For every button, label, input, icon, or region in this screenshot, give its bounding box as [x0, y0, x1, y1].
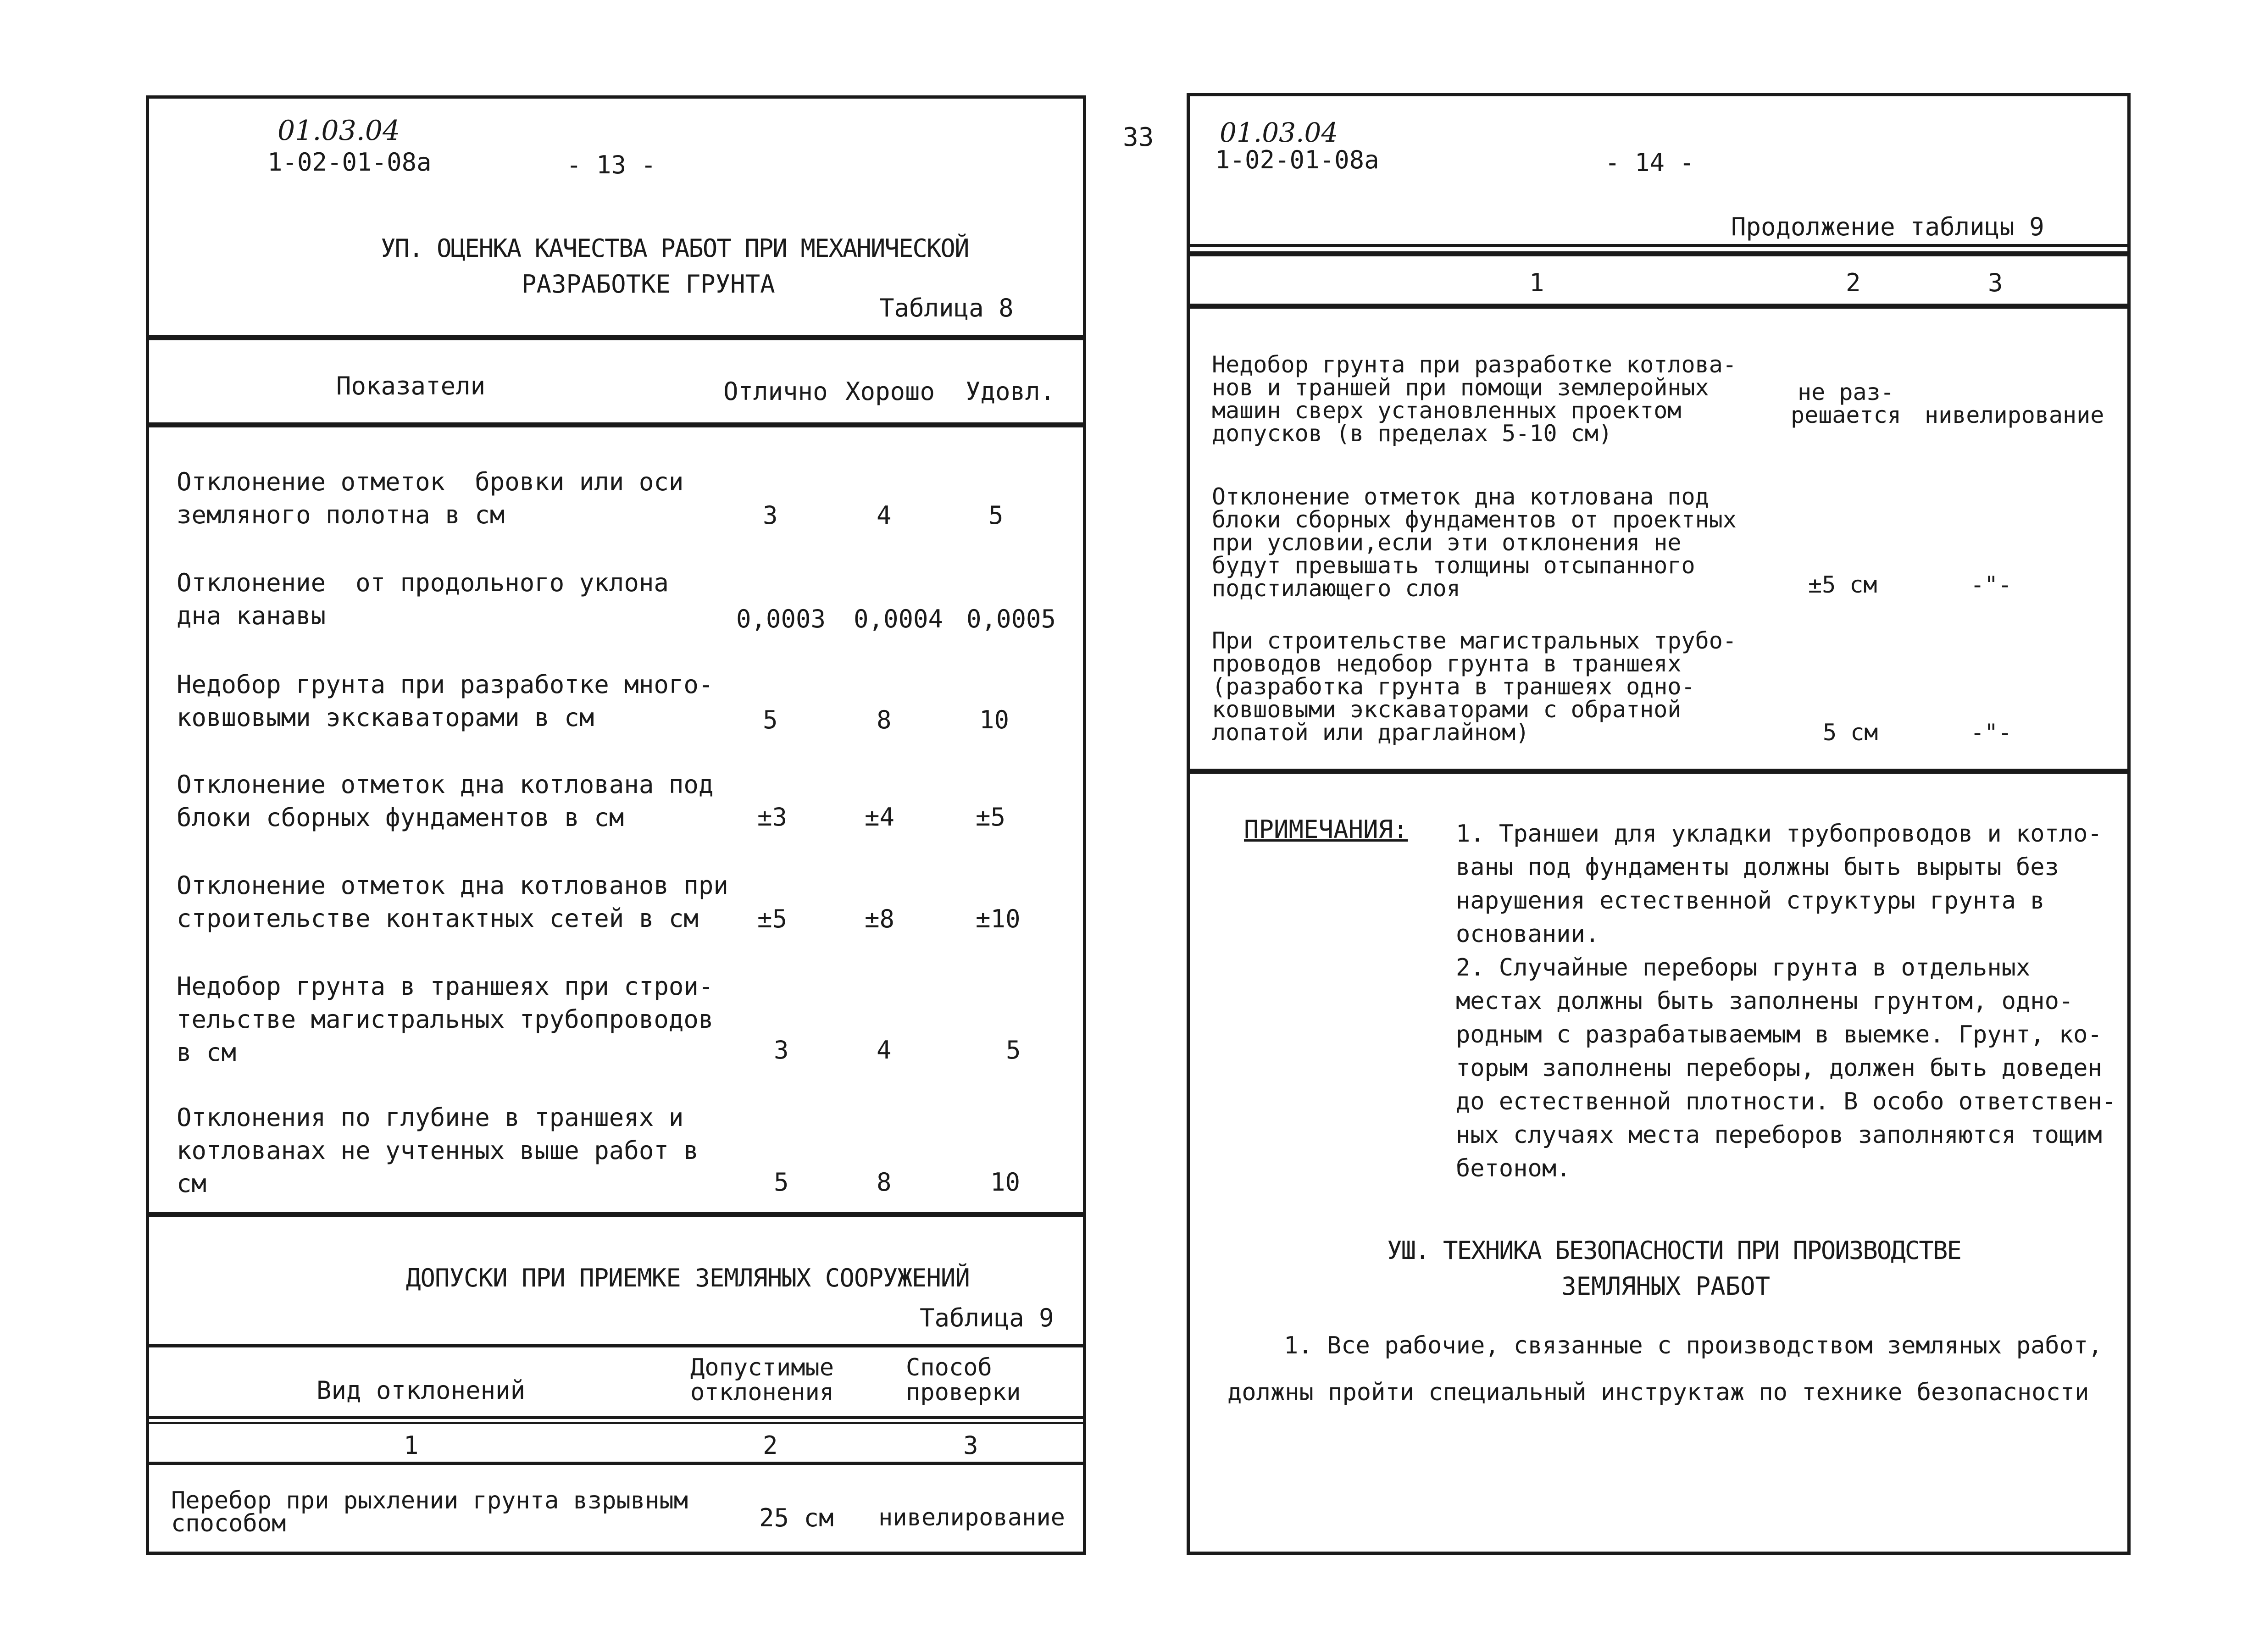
- row-value: ±5: [757, 904, 788, 933]
- row-value: нивелирование: [878, 1504, 1065, 1531]
- table8-header-excellent: Отлично: [723, 377, 828, 406]
- table8-top-rule: [149, 335, 1083, 340]
- header-rule: [1190, 244, 2127, 247]
- table8-bottom-rule: [149, 1212, 1083, 1217]
- col-number: 1: [1529, 268, 1544, 297]
- paragraph-line: должны пройти специальный инструктаж по технике безопасности: [1227, 1379, 2089, 1406]
- section-title-line2: ЗЕМЛЯНЫХ РАБОТ: [1561, 1272, 1771, 1301]
- table9-header-rule: [149, 1416, 1083, 1419]
- row-label: Недобор грунта в траншеях при строи- тельстве магистральных трубопроводов в см: [177, 972, 714, 1067]
- table-top-rule: [1190, 251, 2127, 256]
- row-label: При строительстве магистральных трубо- проводов недобор грунта в траншеях (разработка грунта в траншеях одно- ковшовыми экскаваторами с обратной лопатой или драглайном): [1212, 627, 1737, 746]
- row-label: Отклонение отметок бровки или оси земляного полотна в см: [177, 467, 684, 529]
- doc-code: 1-02-01-08а: [1215, 145, 1379, 174]
- row-value: 0,0004: [854, 604, 944, 633]
- table9-header-method: Способ проверки: [906, 1354, 1021, 1406]
- paragraph-line: 1. Все рабочие, связанные с производством земляных работ,: [1284, 1332, 2103, 1359]
- row-value: 5 см: [1823, 719, 1878, 746]
- notes-label: ПРИМЕЧАНИЯ:: [1244, 815, 1408, 844]
- table9-numbers-bottom-rule: [149, 1462, 1083, 1465]
- row-label: Отклонение отметок дна котлована под блоки сборных фундаментов в см: [177, 770, 714, 832]
- page-number: - 14 -: [1605, 148, 1695, 177]
- row-value: 5: [988, 501, 1004, 530]
- sheet-number: 33: [1123, 122, 1154, 152]
- table9-header-allowed: Допустимые отклонения: [690, 1354, 834, 1406]
- row-value: 4: [877, 1036, 892, 1064]
- page-number: - 13 -: [566, 150, 656, 179]
- row-value: ±10: [976, 904, 1021, 933]
- table-bottom-rule: [1190, 769, 2127, 774]
- row-value: 10: [990, 1168, 1021, 1197]
- doc-code-handwritten: 01.03.04: [278, 115, 400, 147]
- table9-col-number: 1: [404, 1431, 419, 1460]
- row-value: ±5 см: [1808, 571, 1877, 598]
- table9-col-number: 2: [763, 1431, 778, 1460]
- row-value: ±4: [865, 803, 895, 832]
- row-value: ±8: [865, 904, 895, 933]
- table9-number-rule: [149, 1422, 1083, 1424]
- right-page: [1187, 93, 2131, 1555]
- table9-header-kind: Вид отклонений: [316, 1376, 526, 1405]
- section-title: УП. ОЦЕНКА КАЧЕСТВА РАБОТ ПРИ МЕХАНИЧЕСКОЙ: [381, 234, 969, 263]
- row-label: Недобор грунта при разработке котлова- нов и траншей при помощи землеройных машин сверх установленных проектом допусков (в пределах 5-10 см): [1212, 351, 1737, 447]
- table8-header-indicators: Показатели: [336, 371, 486, 400]
- left-page: [146, 95, 1086, 1555]
- section2-title: ДОПУСКИ ПРИ ПРИЕМКЕ ЗЕМЛЯНЫХ СООРУЖЕНИЙ: [406, 1264, 970, 1292]
- table8-label: Таблица 8: [879, 294, 1014, 322]
- row-label: Отклонение от продольного уклона дна канавы: [177, 568, 669, 630]
- row-value: 3: [774, 1036, 789, 1064]
- row-value: 5: [1006, 1036, 1021, 1064]
- row-value: ±3: [757, 803, 788, 832]
- row-label: Отклонение отметок дна котлована под блоки сборных фундаментов от проектных при условии,если эти отклонения не будут превышать толщины отсыпанного подстилающего слоя: [1212, 483, 1737, 602]
- table9-label: Таблица 9: [920, 1303, 1054, 1332]
- row-value: -"-: [1970, 719, 2012, 746]
- row-value: 5: [774, 1168, 789, 1197]
- row-value: 10: [979, 705, 1010, 734]
- section-title-line2: РАЗРАБОТКЕ ГРУНТА: [522, 270, 775, 299]
- section-title: УШ. ТЕХНИКА БЕЗОПАСНОСТИ ПРИ ПРОИЗВОДСТВЕ: [1387, 1236, 1961, 1265]
- row-value: 8: [877, 705, 892, 734]
- row-label: Отклонение отметок дна котлованов при строительстве контактных сетей в см: [177, 871, 728, 933]
- col-number: 2: [1846, 268, 1861, 297]
- numbers-bottom-rule: [1190, 304, 2127, 309]
- table9-top-rule: [149, 1344, 1083, 1347]
- row-value: 8: [877, 1168, 892, 1197]
- row-label: Недобор грунта при разработке много- ковшовыми экскаваторами в см: [177, 670, 714, 732]
- row-value: 3: [763, 501, 778, 530]
- row-value: 0,0005: [966, 604, 1056, 633]
- row-value: 25 см: [759, 1503, 834, 1532]
- row-label: Отклонения по глубине в траншеях и котлованах не учтенных выше работ в см: [177, 1103, 699, 1198]
- table8-header-good: Хорошо: [845, 377, 935, 406]
- table9-col-number: 3: [963, 1431, 978, 1460]
- table8-header-satisfactory: Удовл.: [966, 377, 1055, 406]
- doc-code: 1-02-01-08а: [267, 148, 432, 177]
- row-value: 0,0003: [736, 604, 826, 633]
- row-value: нивелирование: [1925, 402, 2104, 428]
- notes-text: 1. Траншеи для укладки трубопроводов и котло- ваны под фундаменты должны быть вырыты без нарушения естественной структуры грунта в основании. 2. Случайные переборы грунта в отдельных местах должны быть заполнены грунтом, одно- родным с разрабатываемым в выемке. Грунт, ко- торым заполнены переборы, должен быть доведен до естественной плотности. В особо ответствен- ных случаях места переборов заполняются тощим бетоном.: [1456, 820, 2117, 1182]
- row-value: 4: [877, 501, 892, 530]
- doc-code-handwritten: 01.03.04: [1220, 117, 1338, 148]
- row-value: ±5: [976, 803, 1006, 832]
- continuation-label: Продолжение таблицы 9: [1731, 212, 2044, 241]
- row-value: 5: [763, 705, 778, 734]
- row-value: не раз- решается: [1791, 379, 1901, 428]
- col-number: 3: [1988, 268, 2003, 297]
- row-label: Перебор при рыхлении грунта взрывным способом: [171, 1487, 688, 1537]
- row-value: -"-: [1970, 571, 2012, 598]
- table8-header-rule: [149, 422, 1083, 427]
